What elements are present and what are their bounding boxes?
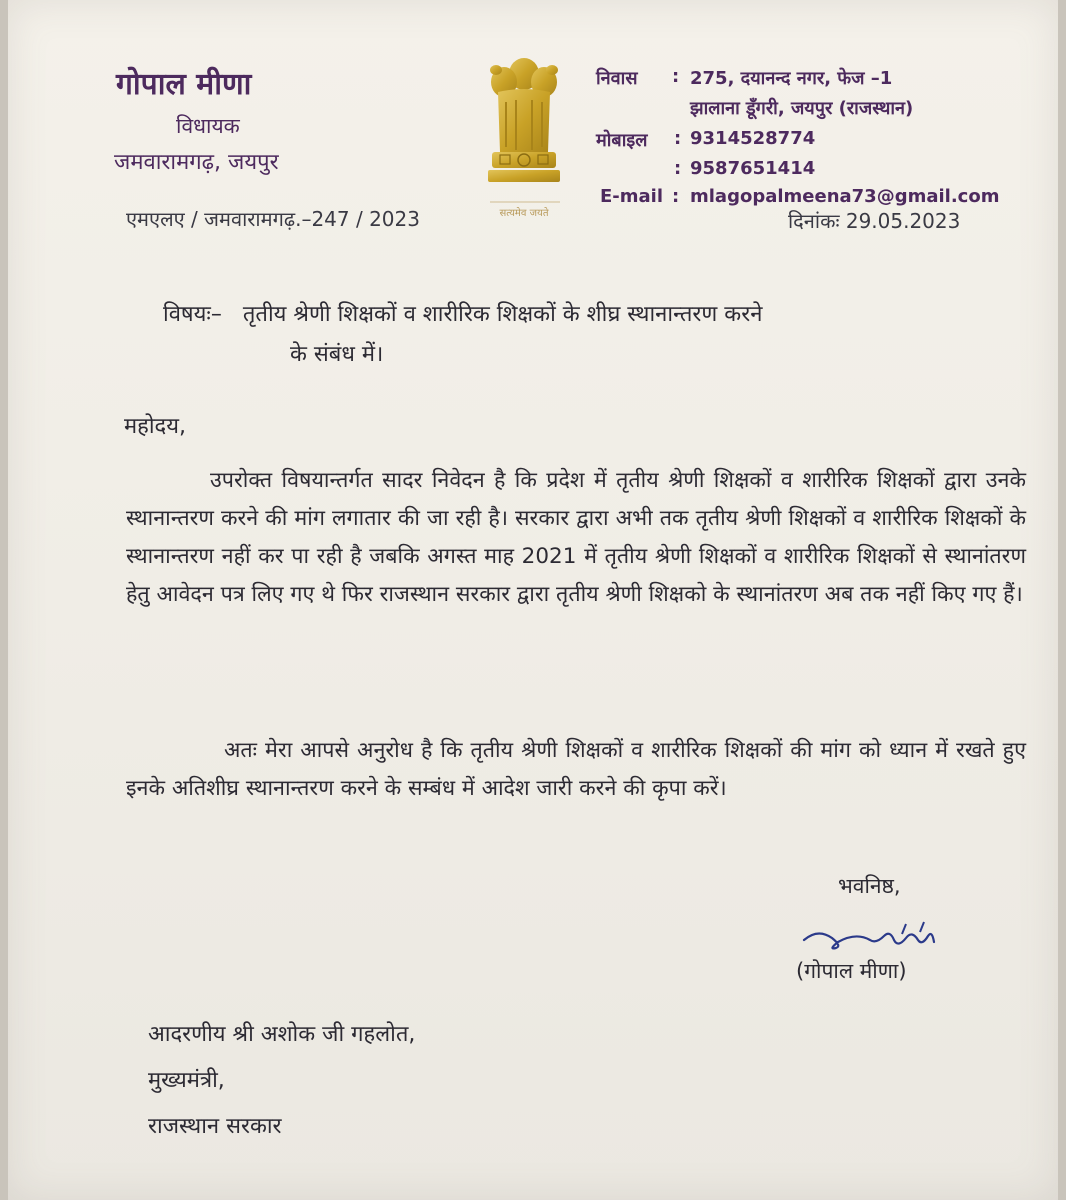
sender-name: गोपाल मीणा	[116, 67, 252, 102]
closing: भवनिष्ठ,	[838, 874, 901, 898]
email-address: mlagopalmeena73@gmail.com	[690, 186, 1000, 207]
residence-label: निवास	[596, 68, 638, 89]
state-emblem-icon	[474, 52, 574, 224]
subject-line-2: के संबंध में।	[290, 342, 384, 367]
body-paragraph-2	[126, 732, 1026, 808]
letter-page	[8, 0, 1058, 1200]
salutation: महोदय,	[124, 414, 186, 439]
email-label: E-mail	[600, 186, 664, 207]
sender-designation: विधायक	[176, 114, 240, 138]
date-label: दिनांकः	[788, 209, 840, 233]
paragraph-text: उपरोक्त विषयान्तर्गत सादर निवेदन है कि प्रदेश में तृतीय श्रेणी शिक्षकों व शारीरिक शिक्षकों द्वारा उनके स्थानान्तरण करने की मांग लगातार की जा रही है। सरकार द्वारा अभी तक तृतीय श्रेणी शिक्षकों व शारीरिक शिक्षकों के स्थानान्तरण नहीं कर पा रही है जबकि अगस्त माह 2021 में तृतीय श्रेणी शिक्षकों व शारीरिक शिक्षकों से स्थानांतरण हेतु आवेदन पत्र लिए गए थे फिर राजस्थान सरकार द्वारा तृतीय श्रेणी शिक्षको के स्थानांतरण अब तक नहीं किए गए हैं।	[126, 468, 1026, 607]
colon-separator: :	[674, 128, 682, 149]
paragraph-text: अतः मेरा आपसे अनुरोध है कि तृतीय श्रेणी शिक्षकों व शारीरिक शिक्षकों की मांग को ध्यान में रखते हुए इनके अतिशीघ्र स्थानान्तरण करने के सम्बंध में आदेश जारी करने की कृपा करें।	[126, 738, 1026, 801]
signature-icon	[798, 918, 958, 958]
reference-number: एमएलए / जमवारामगढ़.–247 / 2023	[126, 207, 420, 231]
residence-line-1: 275, दयानन्द नगर, फेज –1	[690, 68, 893, 89]
date-row	[788, 207, 960, 234]
body-paragraph-1	[126, 462, 1026, 614]
subject-line-1	[163, 296, 762, 334]
addressee-line-2: मुख्यमंत्री,	[148, 1068, 225, 1093]
sender-constituency: जमवारामगढ़, जयपुर	[114, 150, 279, 175]
addressee-line-1: आदरणीय श्री अशोक जी गहलोत,	[148, 1022, 416, 1047]
colon-separator: :	[674, 158, 682, 179]
subject-prefix: विषयः–	[163, 302, 222, 327]
addressee-line-3: राजस्थान सरकार	[148, 1114, 282, 1139]
mobile-label: मोबाइल	[596, 130, 648, 151]
date-value: 29.05.2023	[845, 209, 961, 233]
mobile-number-1: 9314528774	[690, 128, 816, 149]
subject-text-1: तृतीय श्रेणी शिक्षकों व शारीरिक शिक्षकों के शीघ्र स्थानान्तरण करने	[242, 302, 763, 327]
residence-line-2: झालाना डूँगरी, जयपुर (राजस्थान)	[690, 98, 914, 119]
colon-separator: :	[672, 66, 680, 87]
mobile-number-2: 9587651414	[690, 158, 816, 179]
emblem-motto: सत्यमेव जयते	[499, 208, 549, 219]
signatory-name: (गोपाल मीणा)	[796, 959, 907, 983]
colon-separator: :	[672, 186, 680, 207]
